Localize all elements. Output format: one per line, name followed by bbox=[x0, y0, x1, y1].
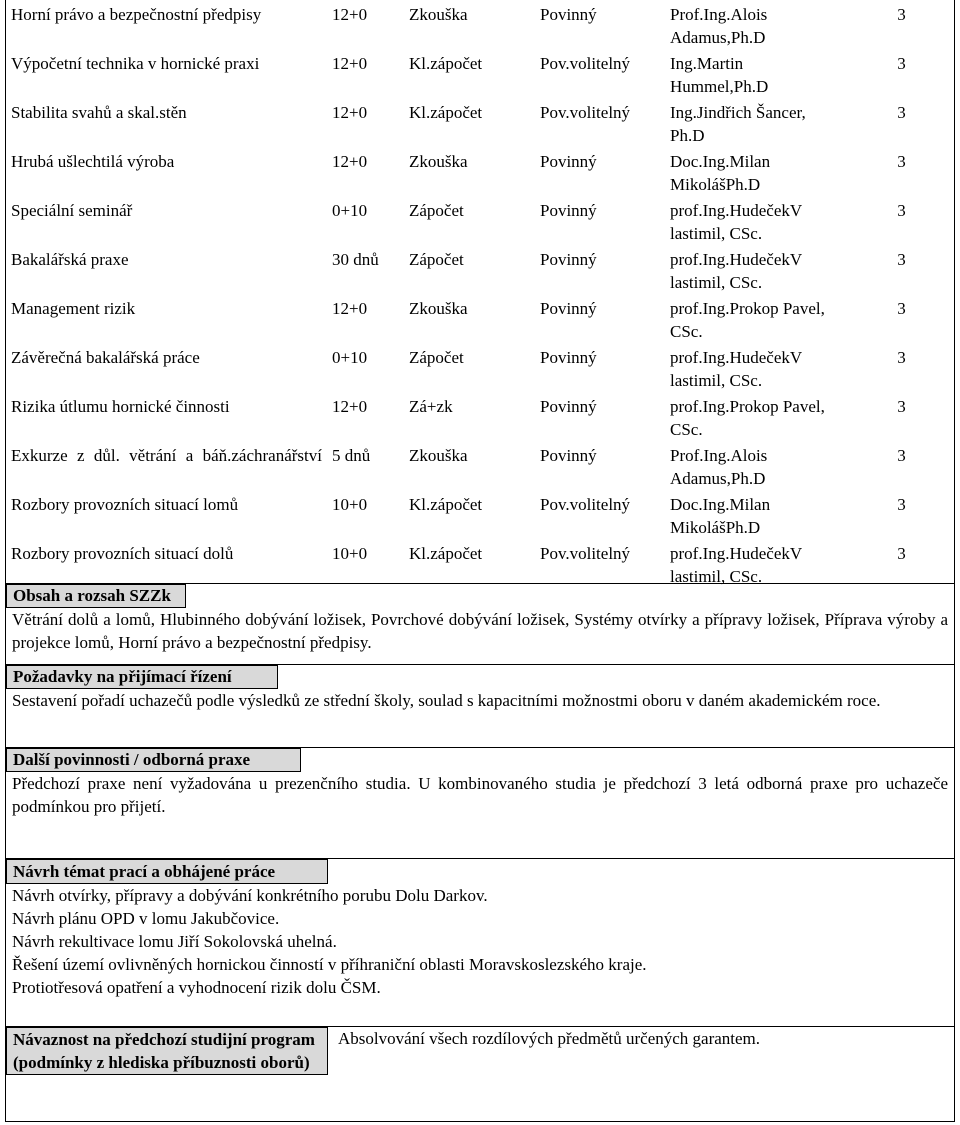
course-credits: 3 bbox=[897, 5, 906, 24]
continuity-section bbox=[6, 1027, 954, 1075]
course-teacher: Prof.Ing.Alois Adamus,Ph.D bbox=[670, 446, 768, 488]
course-teacher: Ing.Jindřich Šancer, Ph.D bbox=[670, 103, 806, 145]
course-type: Povinný bbox=[540, 152, 597, 171]
course-exam: Zá+zk bbox=[409, 397, 453, 416]
course-type: Pov.volitelný bbox=[540, 54, 631, 73]
course-teacher: prof.Ing.HudečekV lastimil, CSc. bbox=[670, 250, 802, 292]
course-row bbox=[5, 0, 955, 49]
course-hours: 10+0 bbox=[332, 544, 368, 563]
topic-item: Návrh otvírky, přípravy a dobývání konkrétního porubu Dolu Darkov. bbox=[12, 886, 488, 905]
course-credits: 3 bbox=[897, 446, 906, 465]
course-hours: 12+0 bbox=[332, 397, 368, 416]
course-teacher: Doc.Ing.Milan MikolášPh.D bbox=[670, 152, 771, 194]
course-exam: Zkouška bbox=[409, 5, 468, 24]
course-teacher: Prof.Ing.Alois Adamus,Ph.D bbox=[670, 5, 768, 47]
course-type: Povinný bbox=[540, 299, 597, 318]
duties-heading: Další povinnosti / odborná praxe bbox=[6, 748, 301, 772]
course-credits: 3 bbox=[897, 54, 906, 73]
course-hours: 12+0 bbox=[332, 103, 368, 122]
course-type: Povinný bbox=[540, 201, 597, 220]
course-row bbox=[5, 49, 955, 98]
course-exam: Kl.zápočet bbox=[409, 544, 483, 563]
course-credits: 3 bbox=[897, 348, 906, 367]
course-credits: 3 bbox=[897, 152, 906, 171]
course-credits: 3 bbox=[897, 103, 906, 122]
course-exam: Zkouška bbox=[409, 152, 468, 171]
topic-item: Návrh rekultivace lomu Jiří Sokolovská uhelná. bbox=[12, 932, 337, 951]
course-exam: Zápočet bbox=[409, 250, 464, 269]
szzk-section bbox=[6, 584, 954, 654]
course-exam: Zkouška bbox=[409, 446, 468, 465]
course-exam: Zápočet bbox=[409, 201, 464, 220]
course-credits: 3 bbox=[897, 544, 906, 563]
continuity-heading: Návaznost na předchozí studijní program (podmínky z hlediska příbuznosti oborů) bbox=[6, 1027, 328, 1075]
course-name: Rozbory provozních situací dolů bbox=[11, 544, 234, 563]
course-type: Povinný bbox=[540, 397, 597, 416]
admission-section bbox=[6, 665, 954, 712]
course-credits: 3 bbox=[897, 201, 906, 220]
course-row bbox=[5, 147, 955, 196]
topics-list bbox=[6, 884, 954, 999]
course-hours: 0+10 bbox=[332, 348, 368, 367]
course-credits: 3 bbox=[897, 250, 906, 269]
course-teacher: prof.Ing.HudečekV lastimil, CSc. bbox=[670, 544, 802, 586]
course-type: Pov.volitelný bbox=[540, 103, 631, 122]
duties-text: Předchozí praxe není vyžadována u prezenčního studia. U kombinovaného studia je předchozí 3 letá odborná praxe pro uchazeče podmínkou pro přijetí. bbox=[12, 774, 948, 816]
admission-heading: Požadavky na přijímací řízení bbox=[6, 665, 278, 689]
course-name: Management rizik bbox=[11, 299, 136, 318]
szzk-text: Větrání dolů a lomů, Hlubinného dobývání ložisek, Povrchové dobývání ložisek, Systémy otvírky a přípravy ložisek, Příprava výroby a projekce lomů, Horní právo a bezpečnostní předpisy. bbox=[12, 610, 948, 652]
course-hours: 12+0 bbox=[332, 5, 368, 24]
course-teacher: Ing.Martin Hummel,Ph.D bbox=[670, 54, 769, 96]
course-type: Povinný bbox=[540, 348, 597, 367]
course-row bbox=[5, 490, 955, 539]
course-name: Stabilita svahů a skal.stěn bbox=[11, 103, 187, 122]
course-row bbox=[5, 98, 955, 147]
course-row bbox=[5, 294, 955, 343]
course-row bbox=[5, 343, 955, 392]
topic-item: Protiotřesová opatření a vyhodnocení rizik dolu ČSM. bbox=[12, 978, 381, 997]
course-name: Závěrečná bakalářská práce bbox=[11, 348, 200, 367]
course-type: Pov.volitelný bbox=[540, 544, 631, 563]
course-name: Speciální seminář bbox=[11, 201, 133, 220]
course-type: Povinný bbox=[540, 5, 597, 24]
course-teacher: prof.Ing.Prokop Pavel, CSc. bbox=[670, 397, 825, 439]
course-hours: 0+10 bbox=[332, 201, 368, 220]
course-name: Výpočetní technika v hornické praxi bbox=[11, 54, 260, 73]
course-teacher: Doc.Ing.Milan MikolášPh.D bbox=[670, 495, 771, 537]
course-credits: 3 bbox=[897, 397, 906, 416]
course-row bbox=[5, 539, 955, 588]
course-name: Horní právo a bezpečnostní předpisy bbox=[11, 5, 262, 24]
course-type: Pov.volitelný bbox=[540, 495, 631, 514]
course-row bbox=[5, 392, 955, 441]
course-hours: 12+0 bbox=[332, 299, 368, 318]
course-name: Rozbory provozních situací lomů bbox=[11, 495, 239, 514]
topics-heading: Návrh témat prací a obhájené práce bbox=[6, 859, 328, 884]
duties-section bbox=[6, 748, 954, 818]
course-exam: Zápočet bbox=[409, 348, 464, 367]
course-row bbox=[5, 441, 955, 490]
course-hours: 30 dnů bbox=[332, 250, 379, 269]
course-name: Hrubá ušlechtilá výroba bbox=[11, 152, 175, 171]
course-hours: 10+0 bbox=[332, 495, 368, 514]
course-credits: 3 bbox=[897, 299, 906, 318]
topic-item: Návrh plánu OPD v lomu Jakubčovice. bbox=[12, 909, 280, 928]
course-name: Bakalářská praxe bbox=[11, 250, 129, 269]
course-type: Povinný bbox=[540, 250, 597, 269]
course-name: Exkurze z důl. větrání a báň.záchranářství bbox=[11, 446, 322, 465]
course-teacher: prof.Ing.Prokop Pavel, CSc. bbox=[670, 299, 825, 341]
course-teacher: prof.Ing.HudečekV lastimil, CSc. bbox=[670, 348, 802, 390]
continuity-text: Absolvování všech rozdílových předmětů určených garantem. bbox=[338, 1029, 761, 1048]
course-hours: 12+0 bbox=[332, 54, 368, 73]
course-credits: 3 bbox=[897, 495, 906, 514]
course-row bbox=[5, 196, 955, 245]
course-table bbox=[5, 0, 955, 588]
topics-section bbox=[6, 859, 954, 999]
course-exam: Zkouška bbox=[409, 299, 468, 318]
course-type: Povinný bbox=[540, 446, 597, 465]
course-exam: Kl.zápočet bbox=[409, 54, 483, 73]
course-hours: 5 dnů bbox=[332, 446, 371, 465]
course-hours: 12+0 bbox=[332, 152, 368, 171]
course-exam: Kl.zápočet bbox=[409, 495, 483, 514]
szzk-heading: Obsah a rozsah SZZk bbox=[6, 584, 186, 608]
course-row bbox=[5, 245, 955, 294]
course-name: Rizika útlumu hornické činnosti bbox=[11, 397, 230, 416]
topic-item: Řešení území ovlivněných hornickou činností v příhraniční oblasti Moravskoslezského kraje. bbox=[12, 955, 647, 974]
course-teacher: prof.Ing.HudečekV lastimil, CSc. bbox=[670, 201, 802, 243]
admission-text: Sestavení pořadí uchazečů podle výsledků ze střední školy, soulad s kapacitními možnostmi oboru v daném akademickém roce. bbox=[12, 691, 881, 710]
course-exam: Kl.zápočet bbox=[409, 103, 483, 122]
